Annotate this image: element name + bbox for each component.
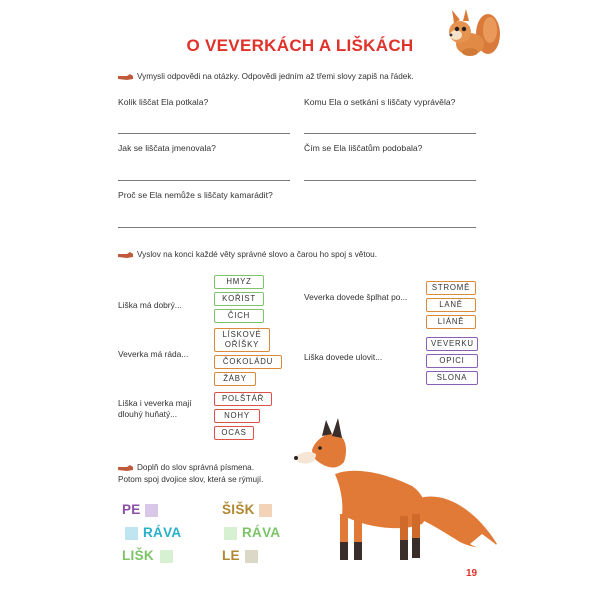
question-5: Proč se Ela nemůže s liščaty kamarádit? bbox=[118, 190, 273, 200]
option-word[interactable]: ŽÁBY bbox=[214, 372, 256, 386]
option-word[interactable]: OCAS bbox=[214, 426, 254, 440]
options-group-4 bbox=[426, 281, 476, 329]
sentence-4: Veverka dovede šplhat po... bbox=[304, 292, 408, 302]
rhyme-word-left-3: LIŠK bbox=[122, 548, 154, 563]
page-title: O VEVERKÁCH A LIŠKÁCH bbox=[186, 36, 414, 55]
question-3: Jak se liščata jmenovala? bbox=[118, 143, 216, 153]
option-word[interactable]: HMYZ bbox=[214, 275, 264, 289]
option-word[interactable]: ČICH bbox=[214, 309, 264, 323]
pointing-hand-icon bbox=[118, 73, 134, 81]
instruction-fill-letters: Doplň do slov správná písmena. Potom spoj dvojice slov, která se rýmují. bbox=[118, 463, 264, 484]
options-group-3 bbox=[214, 392, 272, 440]
sentence-2: Veverka má ráda... bbox=[118, 349, 189, 359]
rhyme-word-right-3: LE bbox=[222, 548, 240, 563]
sentence-1: Liška má dobrý... bbox=[118, 300, 182, 310]
option-word[interactable]: LIÁNĚ bbox=[426, 315, 476, 329]
answer-line-3[interactable] bbox=[118, 180, 290, 181]
letter-box[interactable] bbox=[224, 527, 237, 540]
option-word[interactable]: OPICI bbox=[426, 354, 478, 368]
answer-line-4[interactable] bbox=[304, 180, 476, 181]
answer-line-2[interactable] bbox=[304, 133, 476, 134]
answer-line-1[interactable] bbox=[118, 133, 290, 134]
rhyme-word-right-1: ŠIŠK bbox=[222, 502, 255, 517]
option-word[interactable]: VEVERKU bbox=[426, 337, 478, 351]
pointing-hand-icon bbox=[118, 464, 134, 472]
option-word[interactable]: STROMĚ bbox=[426, 281, 476, 295]
option-word[interactable]: NOHY bbox=[214, 409, 260, 423]
pointing-hand-icon bbox=[118, 251, 134, 259]
letter-box[interactable] bbox=[245, 550, 258, 563]
page-number: 19 bbox=[466, 568, 478, 579]
option-word[interactable]: ČOKOLÁDU bbox=[214, 355, 282, 369]
answer-line-5[interactable] bbox=[118, 227, 476, 228]
sentence-3: Liška i veverka mají dlouhý huňatý... bbox=[118, 398, 192, 419]
letter-box[interactable] bbox=[125, 527, 138, 540]
option-word[interactable]: POLŠTÁŘ bbox=[214, 392, 272, 406]
instruction-answer-questions: Vymysli odpovědi na otázky. Odpovědi jedním až třemi slovy zapiš na řádek. bbox=[118, 72, 414, 81]
letter-box[interactable] bbox=[259, 504, 272, 517]
fox-illustration bbox=[292, 416, 502, 566]
sentence-5: Liška dovede ulovit... bbox=[304, 352, 383, 362]
options-group-5 bbox=[426, 337, 478, 385]
option-word[interactable]: LANĚ bbox=[426, 298, 476, 312]
rhyme-word-right-2: RÁVA bbox=[242, 525, 281, 540]
rhyme-word-left-2: RÁVA bbox=[143, 525, 182, 540]
question-4: Čím se Ela liščatům podobala? bbox=[304, 143, 423, 153]
options-group-1 bbox=[214, 275, 264, 323]
rhyme-word-left-1: PE bbox=[122, 502, 141, 517]
option-word[interactable]: SLONA bbox=[426, 371, 478, 385]
question-2: Komu Ela o setkání s liščaty vyprávěla? bbox=[304, 97, 456, 107]
instruction-match-words: Vyslov na konci každé věty správné slovo a čarou ho spoj s větou. bbox=[118, 250, 377, 259]
squirrel-illustration bbox=[440, 8, 502, 60]
option-word[interactable]: LÍSKOVÉ OŘÍŠKY bbox=[214, 328, 270, 352]
letter-box[interactable] bbox=[145, 504, 158, 517]
question-1: Kolik liščat Ela potkala? bbox=[118, 97, 209, 107]
options-group-2 bbox=[214, 328, 282, 386]
option-word[interactable]: KOŘIST bbox=[214, 292, 264, 306]
letter-box[interactable] bbox=[160, 550, 173, 563]
